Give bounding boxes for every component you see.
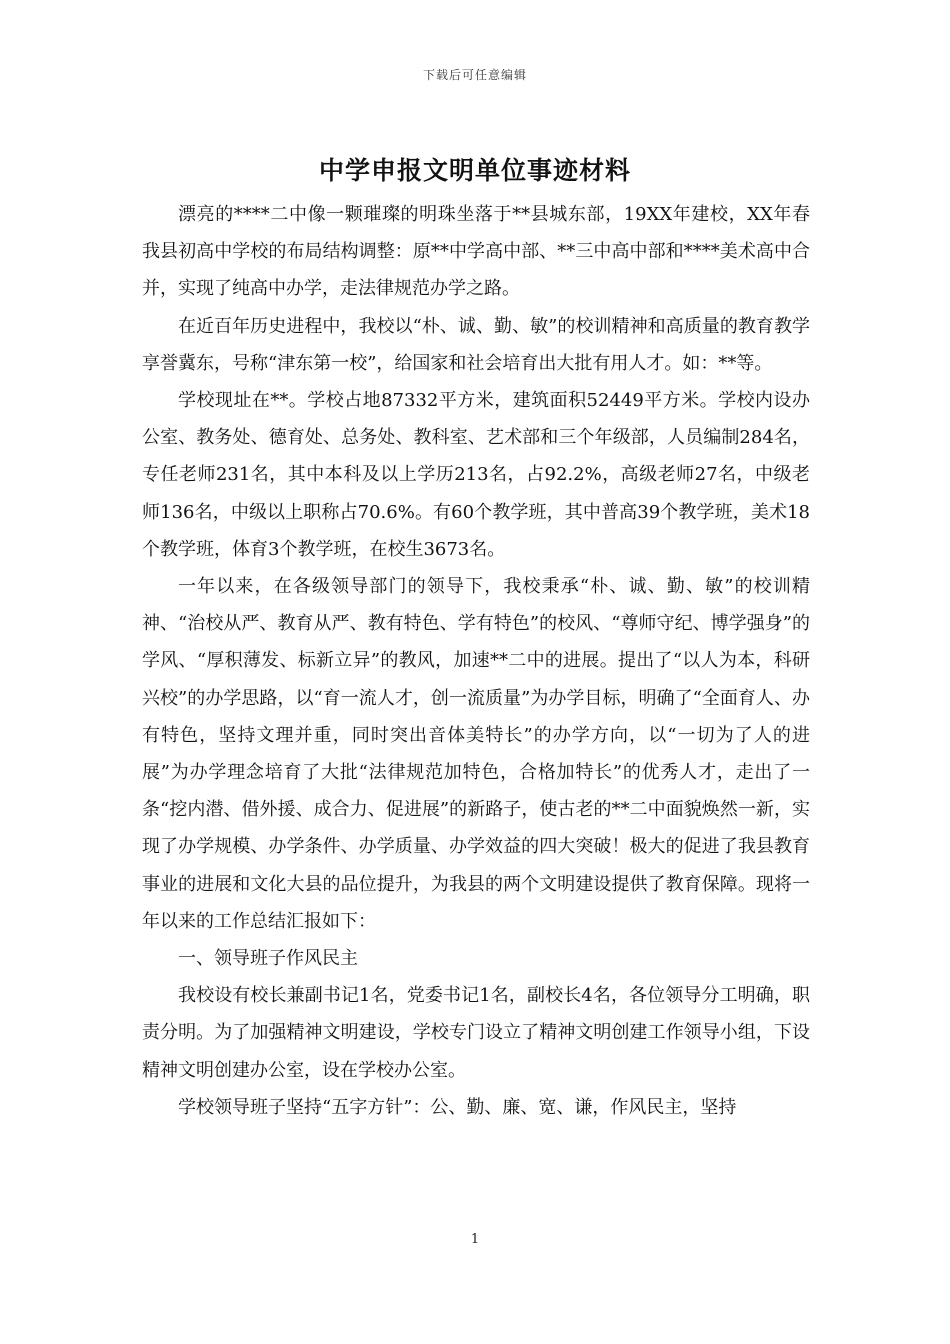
section-heading-leadership: 一、领导班子作风民主 — [178, 948, 358, 970]
paragraph-leadership-structure: 我校设有校长兼副书记1名，党委书记1名，副校长4名，各位领导分工明确，职责分明。为了加强精神文明建设，学校专门设立了精神文明创建工作领导小组，下设精神文明创建办公室，设在学校办公室。 — [142, 985, 810, 1081]
document-title: 中学申报文明单位事迹材料 — [318, 156, 631, 185]
paragraph-school-intro: 漂亮的****二中像一颗璀璨的明珠坐落于**县城东部，19XX年建校，XX年春我县初高中学校的布局结构调整：原**中学高中部、**三中高中部和****美术高中合并，实现了纯高中办学，走法律规范办学之路。 — [142, 204, 810, 300]
paragraph-leadership-principles: 学校领导班子坚持“五字方针”：公、勤、廉、宽、谦，作风民主，坚持 — [178, 1096, 737, 1118]
document-body — [142, 196, 810, 1126]
paragraph-history: 在近百年历史进程中，我校以“朴、诚、勤、敏”的校训精神和高质量的教育教学享誉冀东，号称“津东第一校”，给国家和社会培育出大批有用人才。如：**等。 — [142, 315, 810, 374]
page-number: 1 — [470, 1232, 480, 1247]
page-header-note: 下载后可任意编辑 — [422, 68, 527, 82]
paragraph-campus-stats: 学校现址在**。学校占地87332平方米，建筑面积52449平方米。学校内设办公室、教务处、德育处、总务处、教科室、艺术部和三个年级部，人员编制284名，专任老师231名，其中本科及以上学历213名，占92.2%，高级老师27名，中级老师136名，中级以上职称占70.6%。有60个教学班，其中普高39个教学班，美术18个教学班，体育3个教学班，在校生3673名。 — [142, 390, 810, 560]
paragraph-year-summary: 一年以来，在各级领导部门的领导下，我校秉承“朴、诚、勤、敏”的校训精神、“治校从严、教育从严、教有特色、学有特色”的校风、“尊师守纪、博学强身”的学风、“厚积薄发、标新立异”的教风，加速**二中的进展。提出了“以人为本，科研兴校”的办学思路，以“育一流人才，创一流质量”为办学目标，明确了“全面育人、办有特色，坚持文理并重，同时突出音体美特长”的办学方向，以“一切为了人的进展”为办学理念培育了大批“法律规范加特色，合格加特长”的优秀人才，走出了一条“挖内潜、借外援、成合力、促进展”的新路子，使古老的**二中面貌焕然一新，实现了办学规模、办学条件、办学质量、办学效益的四大突破！极大的促进了我县教育事业的进展和文化大县的品位提升，为我县的两个文明建设提供了教育保障。现将一年以来的工作总结汇报如下： — [142, 576, 810, 932]
